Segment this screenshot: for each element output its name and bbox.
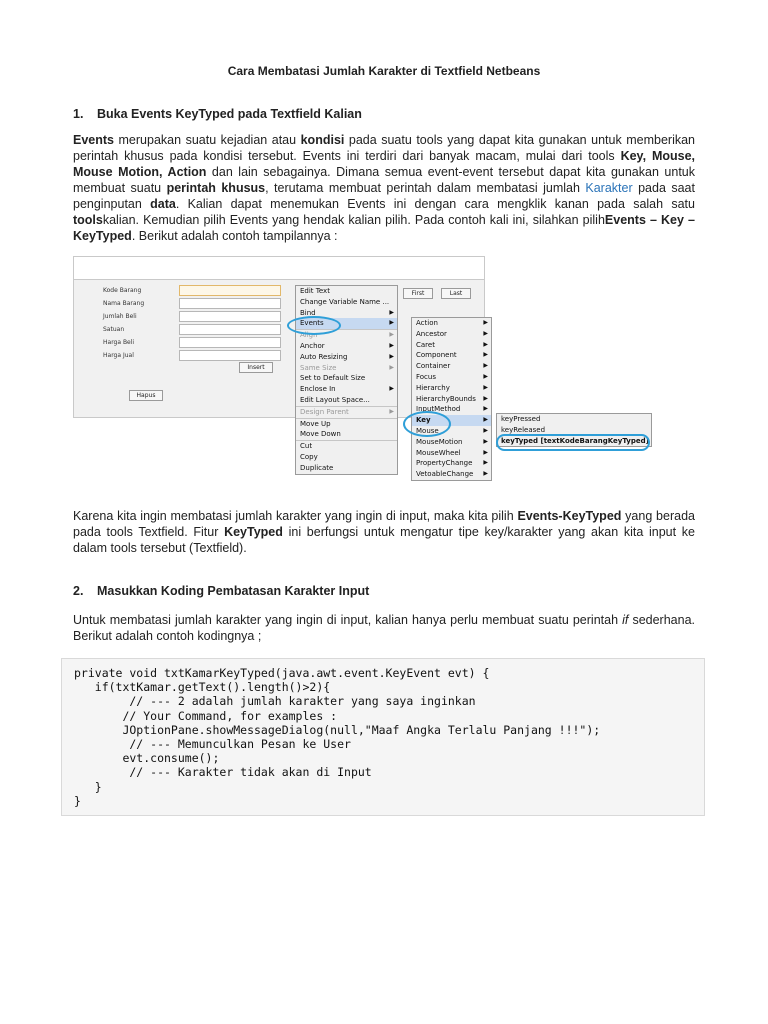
form-label: Jumlah Beli — [103, 313, 137, 320]
submenu-arrow-icon: ▶ — [483, 383, 488, 391]
menu-item-label: Design Parent — [300, 407, 349, 416]
submenu-arrow-icon: ▶ — [389, 407, 394, 415]
menu-item-label: Copy — [300, 452, 318, 461]
text-run: perintah khusus — [166, 181, 266, 195]
events-highlight-ring — [287, 316, 341, 335]
first-button[interactable]: First — [403, 288, 433, 299]
harga-beli-field[interactable] — [179, 337, 281, 348]
insert-button[interactable]: Insert — [239, 362, 273, 373]
menu-item-label: MouseMotion — [416, 437, 463, 446]
form-label: Harga Jual — [103, 352, 134, 359]
text-run: Key, Mouse, Mouse Motion, Action — [73, 149, 696, 179]
text-run: merupakan suatu kejadian atau — [114, 133, 301, 147]
submenu-arrow-icon: ▶ — [483, 372, 488, 380]
menu-item-label: Set to Default Size — [300, 374, 366, 383]
submenu-arrow-icon: ▶ — [389, 308, 394, 316]
menu-item-label: Edit Text — [300, 287, 330, 295]
menu-item-label: keyTyped [textKodeBarangKeyTyped] — [501, 436, 649, 445]
submenu-arrow-icon: ▶ — [483, 329, 488, 337]
submenu-arrow-icon: ▶ — [389, 385, 394, 393]
menu-item[interactable] — [412, 329, 491, 340]
text-run[interactable]: Karakter — [585, 181, 633, 195]
submenu-arrow-icon: ▶ — [389, 352, 394, 360]
text-run: data — [150, 197, 176, 211]
menu-item-label: Edit Layout Space... — [300, 395, 370, 404]
hapus-button[interactable]: Hapus — [129, 390, 163, 401]
text-run: yang berada pada tools Textfield. Fitur — [73, 509, 695, 539]
text-run: KeyTyped — [224, 525, 283, 539]
submenu-arrow-icon: ▶ — [389, 331, 394, 339]
submenu-arrow-icon: ▶ — [389, 363, 394, 371]
menu-item-label: PropertyChange — [416, 459, 473, 468]
menu-item[interactable] — [412, 448, 491, 459]
netbeans-context-menu-screenshot — [73, 256, 659, 492]
submenu-arrow-icon: ▶ — [483, 416, 488, 424]
section-1-paragraph-2 — [73, 508, 695, 556]
submenu-arrow-icon: ▶ — [483, 426, 488, 434]
menu-item-label: HierarchyBounds — [416, 394, 476, 403]
text-run: , terutama membuat perintah dalam membatasi jumlah — [265, 181, 586, 195]
submenu-arrow-icon: ▶ — [483, 394, 488, 402]
menu-item-label: Auto Resizing — [300, 352, 348, 361]
events-submenu — [411, 317, 492, 481]
code-line: } — [74, 779, 102, 794]
code-line: if(txtKamar.getText().length()>2){ — [74, 680, 331, 695]
menu-item-label: Same Size — [300, 363, 337, 372]
menu-item[interactable] — [296, 297, 397, 308]
submenu-arrow-icon: ▶ — [483, 437, 488, 445]
menu-item-label: InputMethod — [416, 405, 461, 414]
menu-item-label: Focus — [416, 372, 436, 381]
menu-item-label: Ancestor — [416, 329, 447, 338]
menu-item-label: Move Up — [300, 419, 331, 428]
section-1-heading — [73, 107, 362, 121]
submenu-arrow-icon: ▶ — [389, 319, 394, 327]
text-run: pada suatu tools yang dapat kita gunakan untuk memberikan perintah khusus pada kondisi tersebut. Events ini terdiri dari banyak macam, mulai dari tools — [73, 133, 695, 163]
menu-item[interactable] — [296, 429, 397, 440]
text-run: ini berfungsi untuk mengatur tipe key/karakter yang akan kita input ke dalam tools tersebut (Textfield). — [73, 525, 695, 555]
menu-item[interactable] — [412, 340, 491, 351]
menu-item-label: Action — [416, 319, 438, 327]
menu-item-label: Duplicate — [300, 463, 334, 472]
menu-item[interactable] — [296, 341, 397, 352]
text-run: tools — [73, 213, 103, 227]
menu-item-label: Bind — [300, 308, 316, 317]
text-run: dan lain sebagainya. Dimana semua event-event tersebut dapat kita gunakan untuk membuat suatu — [73, 165, 695, 195]
menu-item[interactable] — [296, 395, 397, 406]
text-run: Untuk membatasi jumlah karakter yang ingin di input, kalian hanya perlu membuat suatu perintah — [73, 613, 623, 627]
satuan-field[interactable] — [179, 324, 281, 335]
code-line: // --- 2 adalah jumlah karakter yang saya inginkan — [74, 694, 476, 709]
submenu-arrow-icon: ▶ — [483, 470, 488, 478]
section-1-heading-text: Buka Events KeyTyped pada Textfield Kalian — [97, 107, 362, 121]
menu-item[interactable] — [412, 437, 491, 448]
text-run: . Berikut adalah contoh tampilannya : — [131, 229, 338, 243]
section-1-paragraph-1 — [73, 132, 695, 244]
section-2-heading-text: Masukkan Koding Pembatasan Karakter Input — [97, 584, 370, 598]
menu-item-label: Enclose In — [300, 385, 336, 394]
text-run: Events — [73, 133, 114, 147]
text-run: . Kalian dapat menemukan Events ini dengan cara mengklik kanan pada salah satu — [175, 197, 695, 211]
menu-item — [296, 406, 397, 418]
last-button[interactable]: Last — [441, 288, 471, 299]
menu-item-label: Move Down — [300, 430, 341, 439]
menu-item[interactable] — [497, 414, 651, 425]
text-run: if — [622, 613, 629, 627]
menu-item-label: VetoableChange — [416, 470, 474, 479]
menu-item-label: Cut — [300, 442, 313, 451]
section-2-number: 2. — [73, 584, 84, 598]
code-block — [61, 658, 705, 816]
menu-item[interactable] — [296, 384, 397, 395]
code-line: JOptionPane.showMessageDialog(null,"Maaf Angka Terlalu Panjang !!!"); — [74, 722, 601, 737]
form-label: Harga Beli — [103, 339, 135, 346]
menu-item-label: Anchor — [300, 341, 325, 350]
menu-item-label: keyPressed — [501, 415, 541, 423]
key-highlight-ring — [403, 411, 451, 437]
form-label: Nama Barang — [103, 300, 145, 307]
menu-item-label: Component — [416, 351, 457, 360]
menu-item[interactable] — [412, 394, 491, 405]
nama-barang-field[interactable] — [179, 298, 281, 309]
menu-item[interactable] — [412, 361, 491, 372]
code-line: // --- Memunculkan Pesan ke User — [74, 736, 351, 751]
menu-item[interactable] — [412, 318, 491, 329]
form-label: Satuan — [103, 326, 125, 333]
keytyped-highlight-ring — [496, 434, 650, 451]
menu-item[interactable] — [296, 352, 397, 363]
code-line: // --- Karakter tidak akan di Input — [74, 765, 372, 780]
submenu-arrow-icon: ▶ — [483, 340, 488, 348]
menu-item-label: keyReleased — [501, 425, 546, 434]
menu-item-label: Key — [416, 416, 431, 425]
menu-item-label: Events — [300, 319, 324, 328]
submenu-arrow-icon: ▶ — [483, 319, 488, 326]
menu-item-label: MouseWheel — [416, 448, 461, 457]
menu-item-label: Change Variable Name ... — [300, 297, 390, 306]
menu-item[interactable] — [412, 372, 491, 383]
text-run: sederhana. Berikut adalah contoh kodingnya ; — [73, 613, 695, 643]
submenu-arrow-icon: ▶ — [483, 459, 488, 467]
submenu-arrow-icon: ▶ — [483, 362, 488, 370]
menu-item-label: Caret — [416, 340, 435, 349]
menu-item-label: Container — [416, 362, 451, 371]
menu-item[interactable] — [296, 463, 397, 474]
document-title: Cara Membatasi Jumlah Karakter di Textfield Netbeans — [227, 64, 541, 78]
submenu-arrow-icon: ▶ — [483, 448, 488, 456]
section-2-paragraph-1 — [73, 612, 695, 644]
form-label: Kode Barang — [103, 287, 142, 294]
text-run: Events – Key – KeyTyped — [73, 213, 695, 243]
menu-item[interactable] — [412, 350, 491, 361]
section-2-heading — [73, 584, 369, 598]
menu-item-label: Mouse — [416, 426, 439, 435]
menu-item-label: Align — [300, 331, 318, 340]
menu-item[interactable] — [296, 373, 397, 384]
menu-item[interactable] — [412, 383, 491, 394]
submenu-arrow-icon: ▶ — [389, 341, 394, 349]
text-run: Events-KeyTyped — [517, 509, 622, 523]
menu-item — [296, 363, 397, 374]
code-line: } — [74, 793, 81, 808]
kode-barang-field[interactable] — [179, 285, 281, 296]
text-run: pada saat penginputan — [73, 181, 695, 211]
menu-item[interactable] — [412, 469, 491, 480]
menu-item[interactable] — [296, 418, 397, 430]
jumlah-beli-field[interactable] — [179, 311, 281, 322]
code-line: // Your Command, for examples : — [74, 708, 338, 723]
text-run: kalian. Kemudian pilih Events yang hendak kalian pilih. Pada contoh kali ini, silahkan pilih — [102, 213, 605, 227]
form-top-bar — [74, 257, 484, 280]
menu-item[interactable] — [296, 286, 397, 297]
menu-item[interactable] — [296, 440, 397, 452]
submenu-arrow-icon: ▶ — [483, 405, 488, 413]
menu-item-label: Hierarchy — [416, 383, 450, 392]
menu-item[interactable] — [412, 458, 491, 469]
context-menu — [295, 285, 398, 475]
harga-jual-field[interactable] — [179, 350, 281, 361]
text-run: Karena kita ingin membatasi jumlah karakter yang ingin di input, maka kita pilih — [73, 509, 518, 523]
menu-item[interactable] — [296, 452, 397, 463]
code-line: evt.consume(); — [74, 751, 220, 766]
submenu-arrow-icon: ▶ — [483, 351, 488, 359]
section-1-number: 1. — [73, 107, 84, 121]
code-line: private void txtKamarKeyTyped(java.awt.event.KeyEvent evt) { — [74, 666, 490, 680]
text-run: kondisi — [300, 133, 345, 147]
